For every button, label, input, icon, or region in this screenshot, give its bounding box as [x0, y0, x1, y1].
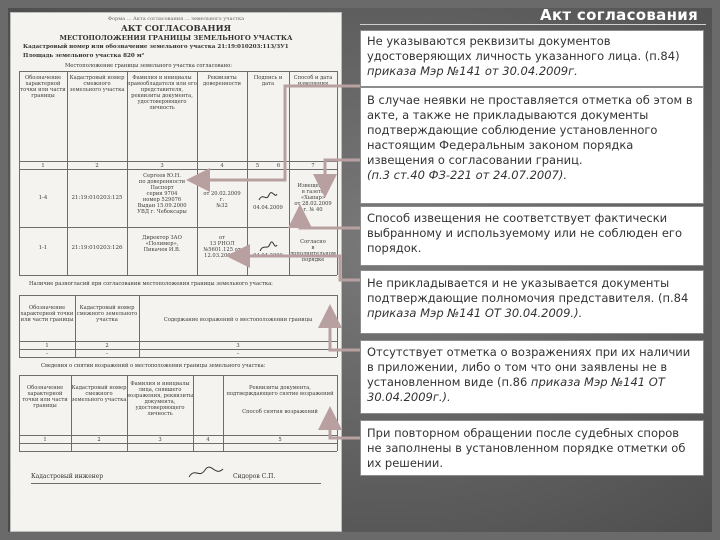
doc-signature-label: Кадастровый инженер [31, 473, 104, 480]
callout-text: Не прикладывается и не указывается документы подтверждающие полномочия представителя. (п.84 [367, 276, 689, 305]
doc-t2-dash: – [236, 351, 240, 357]
doc-t1-header: Обозначение характерной точки или части границы [20, 75, 66, 99]
doc-t3-number: 4 [206, 437, 210, 443]
doc-cadastre-line: Кадастровый номер или обозначение земельного участка 21:19:010203:113/ЗУ1 [23, 44, 289, 50]
doc-t1-cadastre: 21:19:010203:126 [71, 245, 123, 251]
doc-t1-header: Реквизиты доверенности [203, 75, 241, 87]
doc-t3-number: 3 [158, 437, 162, 443]
doc-signature-name: Сидоров С.П. [233, 473, 276, 480]
doc-t3-number: 1 [43, 437, 47, 443]
doc-t1-power: от 20.02.2009 г. №32 [203, 191, 241, 209]
doc-t1-point: 1-4 [38, 195, 48, 201]
doc-t1-header: Способ и дата извещения [293, 75, 333, 87]
doc-t2-header: Содержание возражений о местоположении границы [163, 317, 313, 323]
doc-t1-number: 1 [41, 163, 45, 169]
callout-ref: приказа Мэр №141 ОТ 30.04.2009г.). [367, 375, 665, 404]
doc-t1-signdate: 04.04.2009 [253, 253, 283, 259]
doc-t1-number: 4 [220, 163, 224, 169]
callout-text: В случае неявки не проставляется отметка об этом в акте, а также не прикладываются документы подтверждающие соблюдение установленного настоящим Федеральным законом порядка извещения о согласовании границ. [367, 93, 693, 167]
signature-scribble-icon [257, 241, 279, 253]
doc-t1-point: 1-1 [38, 245, 48, 251]
doc-t1-power: от 13 РНОЛ №5601.125 от 12.03.2009 г. [203, 235, 241, 259]
doc-t3-header: Реквизиты документа, подтверждающего снятие возражений [226, 385, 334, 397]
doc-t1-number: 6 [276, 163, 281, 169]
doc-t2-number: 2 [105, 343, 109, 349]
callout-absence-mark [360, 87, 704, 204]
doc-t2-header: Кадастровый номер смежного земельного участка [76, 305, 138, 323]
callout-ref: (п.3 ст.40 ФЗ-221 от 24.07.2007). [367, 168, 568, 182]
doc-t3-number: 2 [97, 437, 101, 443]
callout-notice-method [360, 206, 704, 266]
doc-t2-number: 1 [45, 343, 49, 349]
doc-t3-number: 5 [278, 437, 282, 443]
doc-t2-header: Обозначение характерной точки или части границы [20, 305, 74, 323]
title-rule [360, 24, 706, 25]
doc-t1-number: 5 [255, 163, 260, 169]
callout-court-disputes [360, 420, 704, 476]
doc-section3-label: Сведения о снятии возражений о местоположении границы земельного участка: [41, 363, 266, 369]
doc-t1-number: 3 [160, 163, 164, 169]
callout-representative-power [360, 270, 704, 334]
doc-t2-dash: – [45, 351, 49, 357]
document-scan [10, 12, 342, 532]
callout-text: Не указываются реквизиты документов удостоверяющих личность указанного лица. (п.84) [367, 34, 680, 63]
doc-t1-cadastre: 21:19:010203:125 [71, 195, 123, 201]
doc-section1-label: Местоположение границы земельного участка согласовано: [65, 63, 232, 69]
doc-t3-header: Кадастровый номер смежного земельного участка [71, 385, 127, 403]
callout-text: Отсутствует отметка о возражениях при их наличии в приложении, либо о том что они заявлены не в установленном виде (п.86 [367, 345, 691, 389]
doc-t1-number: 2 [95, 163, 99, 169]
doc-t1-number: 7 [311, 163, 315, 169]
doc-t2-dash: – [105, 351, 109, 357]
doc-t1-notice: Извещение в газете «Хыпар» от 28.02.2009 г. № 40 [294, 183, 332, 213]
doc-t1-owner: Сергеев Ю.Н. по доверенности Паспорт серия 9704 номер 529076 Выдан 15.09.2000 УВД г. Чебоксары [137, 173, 187, 215]
callout-objections [360, 340, 704, 414]
callout-ref: приказа Мэр №141 от 30.04.2009г. [367, 64, 578, 78]
doc-t3-header: Обозначение характерной точки или части границы [22, 385, 68, 409]
engineer-signature-icon [187, 465, 227, 481]
doc-t3-header: Фамилия и инициалы лица, снявшего возражения, реквизиты документа, удостоверяющего личность [127, 381, 193, 417]
doc-t3-header: Способ снятия возражений [242, 409, 318, 415]
doc-section2-label: Наличие разногласий при согласовании местоположения границы земельного участка: [29, 281, 273, 287]
doc-t2-number: 3 [236, 343, 240, 349]
callout-ref: приказа Мэр №141 ОТ 30.04.2009.). [367, 306, 583, 320]
doc-t1-header: Фамилия и инициалы правообладателя или его представителя, реквизиты документа, удостоверяющего личность [127, 75, 197, 111]
doc-t1-owner: Директор ЗАО «Полимер», Пикачев И.В. [142, 235, 182, 253]
doc-t1-header: Подпись и дата [253, 75, 283, 87]
doc-header-note: Форма ... Акта согласования ... земельного участка [107, 16, 245, 22]
callout-identity-docs [360, 30, 704, 87]
callout-text: Способ извещения не соответствует фактически выбранному и используемому или не соблюден его порядок. [367, 211, 682, 255]
doc-t1-signdate: 04.04.2009 [253, 205, 283, 211]
doc-subtitle: МЕСТОПОЛОЖЕНИЯ ГРАНИЦЫ ЗЕМЕЛЬНОГО УЧАСТКА [59, 34, 293, 42]
doc-t1-notice: Согласно в дополнительном порядке [290, 239, 336, 263]
doc-title: АКТ СОГЛАСОВАНИЯ [120, 24, 232, 34]
callout-text: При повторном обращении после судебных споров не заполнены в установленном порядке отметки об их решении. [367, 426, 686, 470]
signature-scribble-icon [257, 191, 279, 203]
doc-t1-header: Кадастровый номер смежного земельного участка [69, 75, 125, 93]
slide-title: Акт согласования [540, 6, 698, 24]
doc-area-line: Площадь земельного участка 820 м² [23, 53, 145, 59]
